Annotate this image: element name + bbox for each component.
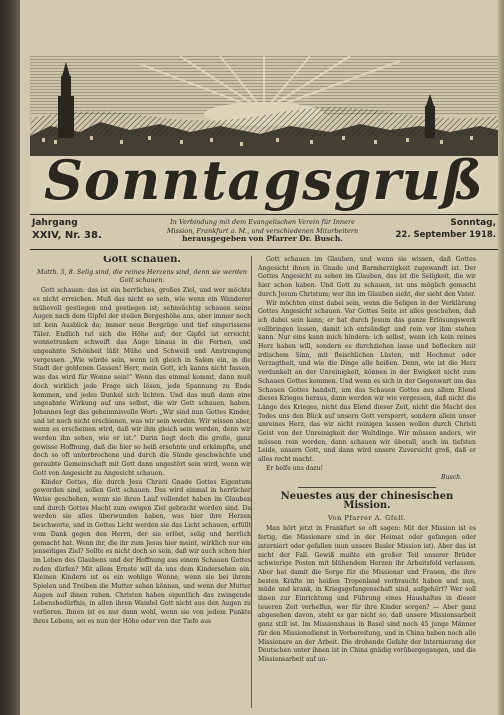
publisher-line-2: Mission, Frankfurt a. M., und verschiedenen Mitarbeitern <box>166 226 359 235</box>
page-edge <box>498 0 504 715</box>
column-divider <box>251 256 252 708</box>
article-paragraph: Er helfe uns dazu! <box>266 464 324 472</box>
article-title-mission: Neuestes aus der chinesischen Mission. <box>280 491 454 511</box>
article-paragraph: Gott schauen: das ist ein herrliches, großes Ziel, und wer möchte es nicht erreichen. Muß das nicht so sein, wie wenn ein Wanderer mühevoll gestiegen und gestiegen ist; sehnsüchtig schauen seine Augen nach dem Gipfel der steilen Bergeshöhe aus, aber immer noch ist kein Ausblick da; immer neue Bergzüge und tief eingerissene Täler. Endlich tut sich die Höhe auf; der Gipfel ist erreicht; wonnetrunken schweift das Auge hinaus in die Fernen, und ungeahnte Schönheit läßt Mühe und Schweiß und Anstrengung vergessen. „Wie würde sein, wenn ich gleich in Salem ein, in die Stadt der goldenen Gassen! Herr, mein Gott, ich kanns nicht fassen, was das wird für Wonne sein!“ Wenn das einmal kommt, dann muß doch wirklich jede Frage sich lösen, jede Spannung zu Ende kommen, und jedes Dunkel sich lichten. Und das muß dann eine ungeahnte Wirkung auf uns selbst, die wir Gott schauen, haben. Johannes legt das geheimnisvolle Wort: „Wir sind nun Gottes Kinder, und ist noch nicht erschienen, was wir sein werden. Wir wissen aber, wenn es erscheinen wird, daß wir ihm gleich sein werden, denn wir werden ihn sehen, wie er ist.“ Darin liegt doch die große, ganz gewisse Hoffnung, daß die hier so heiß ersehnte und erkämpfte, und doch so oft unterbrochene und durch die Sünde geschwächte und geraubte Gemeinschaft mit Gott dann ungestört sein wird, wenn wir Gott von Angesicht zu Angesicht schauen. <box>33 287 251 477</box>
book-binding <box>0 0 20 715</box>
publisher-line-1: In Verbindung mit dem Evangelischen Verein für Innere <box>170 218 355 226</box>
article-signature: Busch. <box>441 473 462 481</box>
volume-info <box>32 218 102 241</box>
article-paragraph: Kinder Gottes, die durch Jesu Christi Gnade Gottes Eigentum geworden sind, sollen Gott schauen. Das wird einmal in herrlicher Weise geschehen, wenn sie ihren Lauf vollendet haben im Glauben und durch Gottes Macht zum ewigen Ziel gebracht worden sind. Da werden sie alles überwunden haben, was hier ihre Herzen beschwerte, und in Gottes Licht werden sie das Licht schauen, erfüllt vom Dank gegen den Herrn, der sie erlöst, selig und herrlich gemacht hat. Wenn ihr, die ihr zum Jesus hier meint, wirklich nur ein jenseitiges Ziel? Sollte es nicht doch so sein, daß wir auch schon hier im Leben des Glaubens und der Hoffnung aus einem Schauen Gottes reden dürfen? Mit allem Ernste will da uns dem Kindersehen ein. Kleinen Kindern ist es ein wohlige Wonne, wenn sie bei ihrem Spielen und Treiben die Mutter sehen können, und wenn der Mutter Augen auf ihnen ruhen. Christen haben eigentlich das zwingende Lebensbedürfnis, in allen ihren Wandel Gott nicht aus den Augen zu verlieren. Ihnen ist es nur dann wohl, wenn sie von jedem Punkte ihres Lebens, sei es nun der Höhe oder von der Tiefe aus <box>33 478 251 625</box>
volume-number: XXIV, Nr. 38. <box>32 230 102 241</box>
issue-date <box>395 218 496 240</box>
jahrgang-label: Jahrgang <box>32 218 78 228</box>
article-paragraph: Man hört jetzt in Frankfurt so oft sagen: Mit der Mission ist es fertig, die Missionare sind in der Heimat oder gefangen oder interniert oder gefallen (nun unsere Basler Mission ist). Aber das ist nicht der Fall. Gewiß mußte ein großer Teil unserer Brüder schwierige Posten mit blühendem Herzen ihr Arbeitsfeld verlassen. Aber hat damit die Sorge für die Missionar und Frauen, die ihre besten Kräfte im heißen Tropenland verbraucht haben und nun, müde und krank, in Kriegsgefangenschaft sind, aufgehört? Wer soll ihnen zur Einrichtung und Führung eines Haushaltes in dieser teueren Zeit verhelfen, wer für ihre Kinder sorgen? — Aber ganz abgesehen davon, steht es gar nicht so, daß unsere Missionsarbeit ganz still ist. Im Missionshaus in Basel sind noch 45 junge Männer für den Missionsdienst in Vorbereitung, und in China haben noch alle Missionare an der Arbeit. Die drohende Gefahr der Internierung der Deutschen unter ihnen ist in China gnädig vorübergegangen, und die Missionsarbeit auf un- <box>258 525 476 663</box>
bible-verse: Matth. 5, 8. Selig sind, die reines Herzens sind, denn sie werden Gott schauen. <box>36 267 248 285</box>
article-title: Gott schauen. <box>103 256 181 265</box>
issue-info-bar <box>30 214 498 250</box>
masthead-title: Sonntagsgruß <box>43 148 485 212</box>
article-author: Von Pfarrer A. Gfell. <box>327 513 407 522</box>
masthead-illustration <box>30 56 498 212</box>
right-column <box>258 256 476 665</box>
article-paragraph: Wir möchten einst dabei sein, wenn die Seligen in der Verklärung Gottes Angesicht schauen. Vor Gottes Seite ist alles geschehen, daß ich dabei sein kann; er hat durch Jesum das ganze Erlösungswerk vollbringen lassen, damit ich entsündigt und rein vor ihm stehen kann. Nur eins kann mich hindern: ich selbst, wenn ich kein reines Herz haben will, sondern es durchziehen lasse und beflecken mit irdischem Sinn, mit fleischlichen Lüsten, mit Hochmut oder Verzagtheit, und wie die Dinge alle heißen. Denn, wie ist die Herz verdunkelt an der Unreinigkeit, können in der Ewigkeit nicht zum Schauen Gottes kommen. Und wenn es sich in der Gegenwart um das Schauen Gottes handelt, um das Schauen Gottes aus allem Elend dieses Krieges heraus, dann werden wir wie vergessen, daß nicht die Länge des Krieges, nicht das Elend dieser Zeit, nicht die Macht des Todes uns den Blick auf unsern Gott versperrt, sondern allein unser unreines Herz, das wir nicht reinigen lassen wollen durch Christi Geist von der Unreinigkeit der Weltdinge. Wir müssen anders, wir müssen rein werden, dann schauen wir überall, auch im tiefsten Leide, unsern Gott, und dann wird unsere Zuversicht groß, daß er alles recht macht. <box>258 299 476 464</box>
issue-date-text: 22. September 1918. <box>395 230 496 240</box>
article-paragraph: Gott schauen im Glauben, und wenn sie wissen, daß Gottes Angesicht ihnen in Gnade und Barmherzigkeit zugewandt ist. Der Gottes Angesicht zu sehen im Glauben, das ist die Seligkeit, die wir hier schon haben. Und Gott zu schauen, ist uns möglich gemacht durch Jesum Christum; wer ihn im Glauben sieht, der sieht den Vater. <box>258 256 476 298</box>
issue-day: Sonntag, <box>450 218 496 228</box>
section-rule <box>298 487 436 488</box>
publisher-note <box>130 218 395 244</box>
editor-line: herausgegeben von Pfarrer Dr. Busch. <box>182 234 343 243</box>
left-column <box>33 256 251 627</box>
